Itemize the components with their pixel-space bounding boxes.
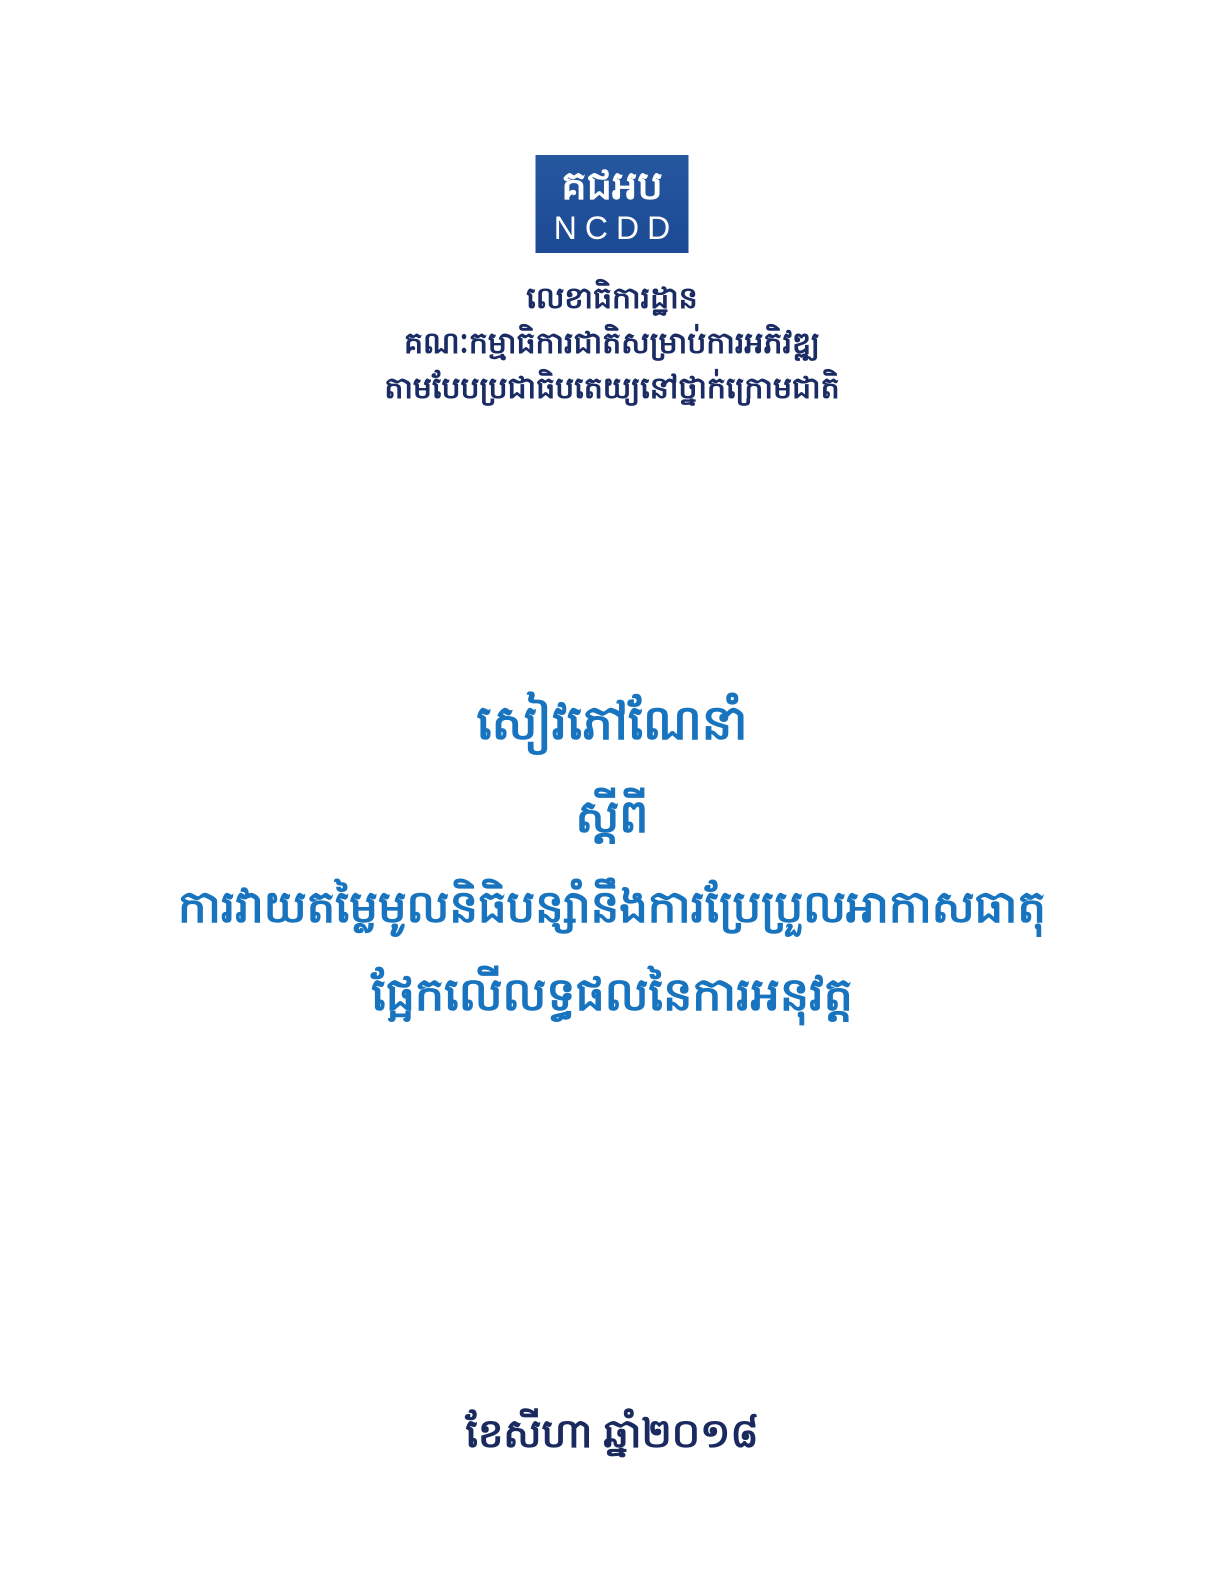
- publication-date: ខែសីហា ឆ្នាំ២០១៨: [465, 1412, 759, 1456]
- ncdd-logo: [536, 155, 689, 253]
- organization-line-committee-name-cont: តាមបែបប្រជាធិបតេយ្យនៅថ្នាក់ក្រោមជាតិ: [384, 372, 840, 405]
- document-title-guidebook: សៀវភៅណែនាំ: [476, 697, 748, 750]
- document-title-subject: ការវាយតម្លៃមូលនិធិបន្សាំនឹងការប្រែប្រួលអាកាសធាតុ: [178, 881, 1046, 932]
- document-title-concerning: ស្តីពី: [575, 790, 649, 842]
- ncdd-logo-khmer-acronym: គជអប: [561, 163, 663, 208]
- ncdd-logo-latin-acronym: NCDD: [553, 209, 679, 246]
- document-title-subject-cont: ផ្អែកលើលទ្ធផលនៃការអនុវត្ត: [371, 968, 853, 1020]
- organization-line-committee-name: គណៈកម្មាធិការជាតិសម្រាប់ការអភិវឌ្ឍ: [404, 327, 820, 360]
- organization-line-secretariat: លេខាធិការដ្ឋាន: [526, 282, 698, 315]
- organization-name-block: [0, 276, 1224, 411]
